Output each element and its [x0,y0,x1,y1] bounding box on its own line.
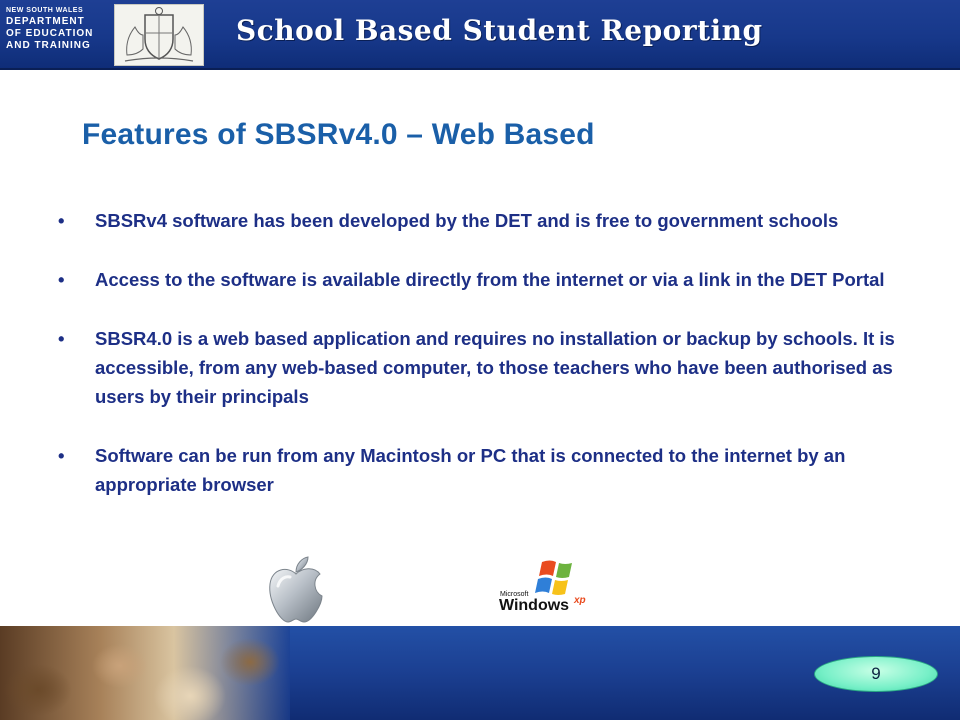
bullet-item [58,206,918,235]
bullet-text: SBSRv4 software has been developed by the DET and is free to government schools [95,210,839,231]
bullet-marker: • [58,328,65,349]
windows-xp-label: xp [574,595,586,606]
header-banner [0,0,960,70]
slide-title: Features of SBSRv4.0 – Web Based [82,118,595,151]
coat-of-arms-icon [114,4,204,66]
windows-xp-logo-icon [494,556,594,622]
bullet-item [58,324,918,411]
bullet-text: Software can be run from any Macintosh or PC that is connected to the internet by an appropriate browser [95,445,846,495]
bullet-text: Access to the software is available directly from the internet or via a link in the DET Portal [95,269,885,290]
bullet-item [58,265,918,294]
dept-line-3: OF EDUCATION [6,28,94,39]
page-number: 9 [871,664,881,683]
apple-logo-icon [258,552,334,628]
bullet-text: SBSR4.0 is a web based application and requires no installation or backup by schools. It is accessible, from any web-based computer, to those teachers who have been authorised as users by their principals [95,328,895,407]
bullet-list [58,206,918,529]
bullet-marker: • [58,269,65,290]
dept-line-4: AND TRAINING [6,40,91,51]
bullet-item [58,441,918,499]
header-title: School Based Student Reporting [236,14,763,47]
dept-line-2: DEPARTMENT [6,16,85,27]
classroom-photo [0,626,290,720]
department-logo [6,6,110,62]
page-number-badge [814,656,938,692]
bullet-marker: • [58,445,65,466]
dept-line-1: NEW SOUTH WALES [6,7,84,14]
windows-word-label: Windows [499,597,570,614]
windows-small-label: Microsoft [500,591,529,598]
bullet-marker: • [58,210,65,231]
